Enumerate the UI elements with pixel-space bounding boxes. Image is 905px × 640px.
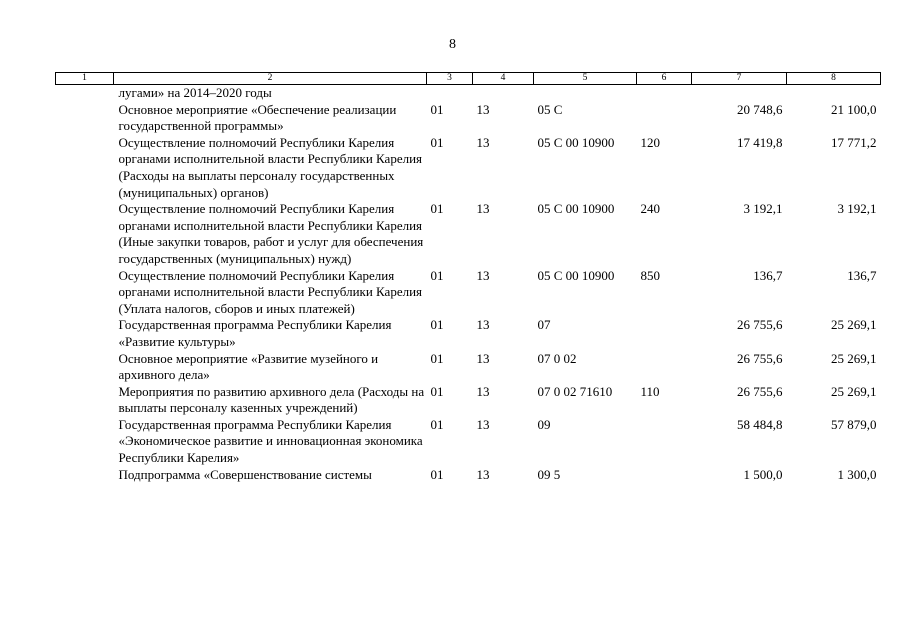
table-row (56, 417, 881, 467)
row-amount-7: 20 748,6 (737, 101, 783, 117)
row-section (427, 85, 473, 102)
row-amount-7: 58 484,8 (737, 416, 783, 432)
table-row (56, 384, 881, 417)
column-header-4: 4 (473, 73, 534, 85)
row-amount-8: 136,7 (847, 267, 877, 283)
column-header-7: 7 (692, 73, 787, 85)
row-target-article: 05 С 00 10900 (537, 134, 615, 150)
row-amount-8: 25 269,1 (831, 383, 877, 399)
table-row (56, 201, 881, 267)
row-amount-7: 26 755,6 (737, 317, 783, 333)
column-header-3: 3 (427, 73, 473, 85)
row-target-article: 05 С (537, 101, 563, 117)
row-amount-7: 26 755,6 (737, 350, 783, 366)
row-subsection: 13 (476, 201, 490, 217)
row-amount-7: 17 419,8 (737, 134, 783, 150)
row-subsection: 13 (476, 134, 490, 150)
row-amount-8: 21 100,0 (831, 101, 877, 117)
table-row (56, 102, 881, 135)
row-subsection: 13 (476, 267, 490, 283)
row-section: 01 (430, 350, 444, 366)
row-target-article: 07 0 02 (537, 350, 577, 366)
row-expense-type: 850 (640, 267, 660, 283)
row-target-article: 05 С 00 10900 (537, 267, 615, 283)
row-amount-8: 1 300,0 (837, 466, 877, 482)
row-section: 01 (430, 101, 444, 117)
row-subsection: 13 (476, 383, 490, 399)
row-section: 01 (430, 383, 444, 399)
page-number: 8 (449, 37, 456, 52)
table-row (56, 268, 881, 318)
table-row (56, 351, 881, 384)
row-name: Осуществление полномочий Республики Карелия органами исполнительной власти Республики Карелия (Иные закупки товаров, работ и услуг для обеспечения государственных (муниципальных) нужд) (118, 201, 424, 266)
row-amount-7: 3 192,1 (743, 201, 783, 217)
row-name: Подпрограмма «Совершенствование системы (118, 466, 372, 482)
column-header-8: 8 (787, 73, 881, 85)
table-row (56, 135, 881, 201)
row-amount-7: 26 755,6 (737, 383, 783, 399)
row-expense-type (637, 417, 692, 467)
row-subsection (473, 85, 534, 102)
row-name: Государственная программа Республики Карелия «Экономическое развитие и инновационная экономика Республики Карелия» (118, 416, 423, 466)
row-section: 01 (430, 416, 444, 432)
row-expense-type: 120 (640, 134, 660, 150)
row-section: 01 (430, 317, 444, 333)
row-amount-7: 136,7 (753, 267, 783, 283)
row-amount-7 (692, 85, 787, 102)
row-amount-8 (787, 85, 881, 102)
row-name: Государственная программа Республики Карелия «Развитие культуры» (118, 317, 392, 349)
column-header-6: 6 (637, 73, 692, 85)
row-section: 01 (430, 201, 444, 217)
column-header-2: 2 (114, 73, 427, 85)
row-subsection: 13 (476, 466, 490, 482)
row-name: Осуществление полномочий Республики Карелия органами исполнительной власти Республики Карелия (Расходы на выплаты персоналу государственных (муниципальных) органов) (118, 134, 423, 200)
row-name: Осуществление полномочий Республики Карелия органами исполнительной власти Республики Карелия (Уплата налогов, сборов и иных платежей) (118, 267, 423, 316)
row-section: 01 (430, 134, 444, 150)
table-row (56, 85, 881, 102)
row-target-article: 05 С 00 10900 (537, 201, 615, 217)
row-target-article: 09 5 (537, 466, 561, 482)
row-name: лугами» на 2014–2020 годы (118, 85, 272, 100)
row-amount-7: 1 500,0 (743, 466, 783, 482)
row-subsection: 13 (476, 350, 490, 366)
row-amount-8: 57 879,0 (831, 416, 877, 432)
row-subsection: 13 (476, 416, 490, 432)
row-amount-8: 25 269,1 (831, 350, 877, 366)
row-amount-8: 17 771,2 (831, 134, 877, 150)
row-target-article: 07 0 02 71610 (537, 383, 613, 399)
table-row (56, 317, 881, 350)
row-section: 01 (430, 267, 444, 283)
row-target-article (534, 85, 637, 102)
row-amount-8: 25 269,1 (831, 317, 877, 333)
row-amount-8: 3 192,1 (837, 201, 877, 217)
column-header-5: 5 (534, 73, 637, 85)
row-name: Основное мероприятие «Развитие музейного и архивного дела» (118, 350, 379, 383)
row-expense-type (637, 85, 692, 102)
row-name: Мероприятия по развитию архивного дела (Расходы на выплаты персоналу казенных учреждений) (118, 383, 425, 416)
row-target-article: 07 (537, 317, 551, 333)
row-expense-type (637, 317, 692, 350)
row-subsection: 13 (476, 317, 490, 333)
row-expense-type (637, 351, 692, 384)
row-expense-type (637, 102, 692, 135)
row-name: Основное мероприятие «Обеспечение реализации государственной программы» (118, 101, 397, 134)
table-row (56, 467, 881, 484)
row-section: 01 (430, 466, 444, 482)
row-expense-type: 110 (640, 383, 660, 399)
budget-table (55, 72, 881, 483)
row-expense-type: 240 (640, 201, 660, 217)
row-target-article: 09 (537, 416, 551, 432)
column-header-1: 1 (56, 73, 114, 85)
table-header-row (56, 73, 881, 85)
row-subsection: 13 (476, 101, 490, 117)
row-expense-type (637, 467, 692, 484)
